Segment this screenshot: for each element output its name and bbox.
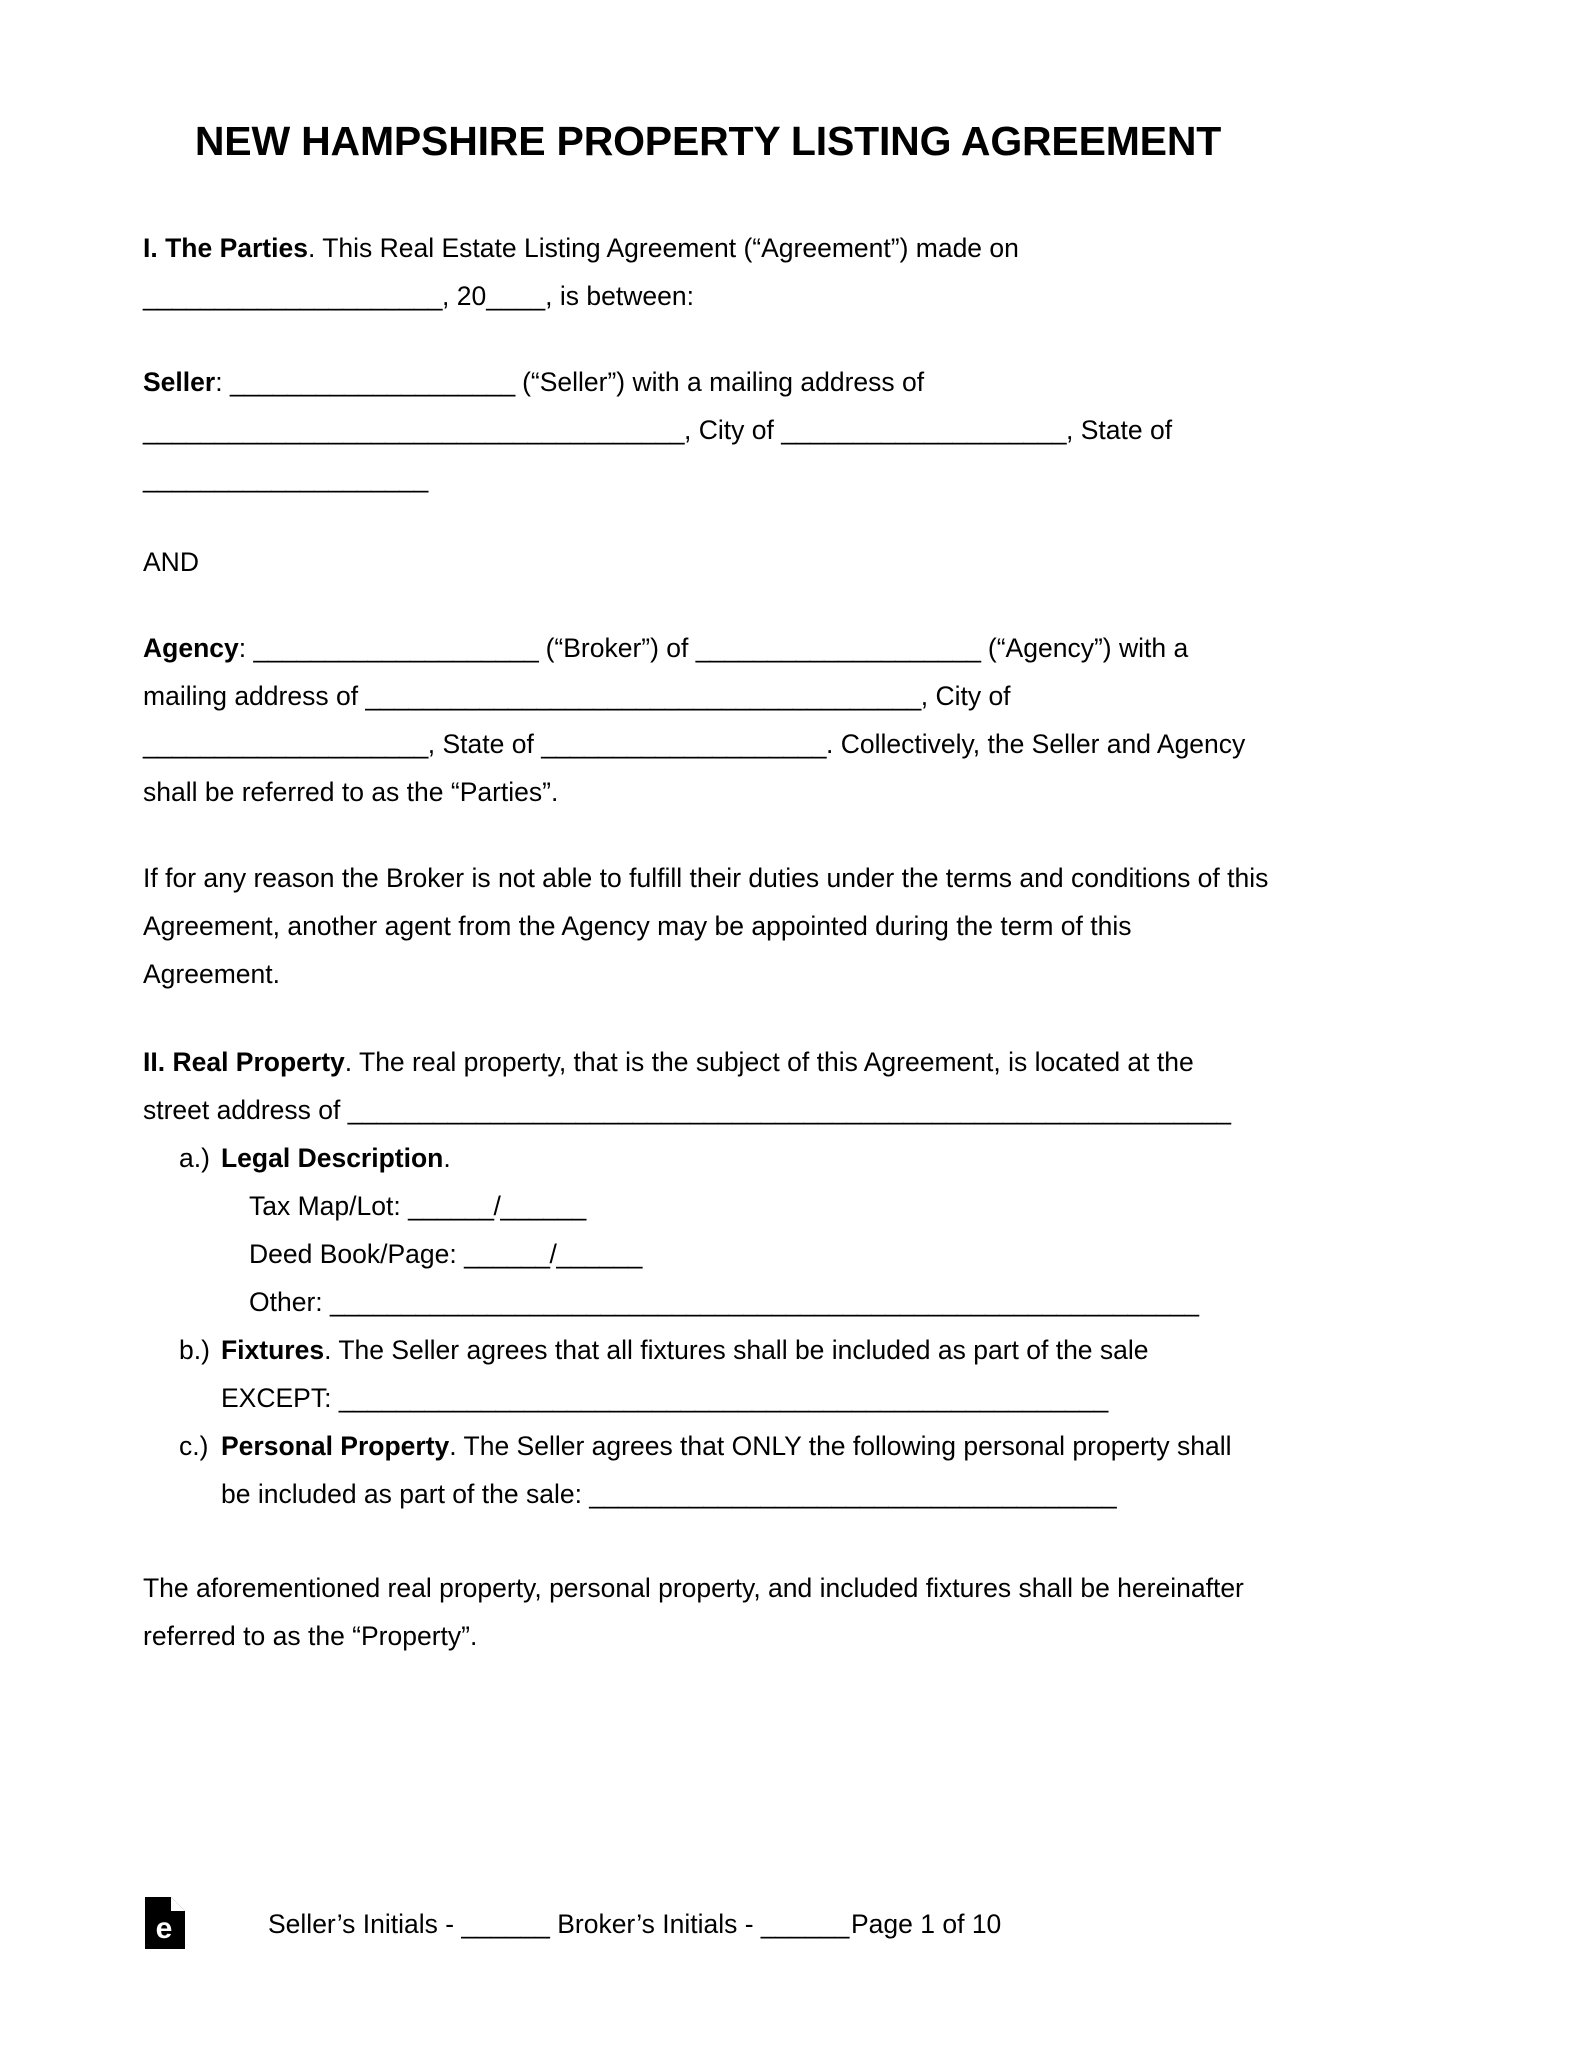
section-heading-real-property: II. Real Property [143,1047,345,1078]
legal-description-label-tail: . [443,1143,451,1174]
section-seller [143,358,1273,502]
tax-map-lot-blank[interactable]: ______/______ [408,1191,586,1222]
seller-tail-3: , State of [1066,415,1173,446]
field-deed-book-page [143,1230,1273,1278]
agency-line2-lead: mailing address of [143,681,366,712]
agency-tail-4: , State of [427,729,542,760]
paragraph-broker-substitution: If for any reason the Broker is not able to fulfill their duties under the terms and conditions of this Agreement, another agent from the Agency may be appointed during the term of this Agreement. [143,863,1269,990]
and-text: AND [143,547,199,578]
personal-property-sale-lead: be included as part of the sale: [221,1479,590,1510]
paragraph-aforementioned-property: The aforementioned real property, personal property, and included fixtures shall be hereinafter referred to as the “Property”. [143,1573,1244,1652]
page-title: NEW HAMPSHIRE PROPERTY LISTING AGREEMENT [194,118,1222,164]
agency-tail-5: . Collectively, the Seller and Agency [825,729,1246,760]
personal-property-body [221,1422,1273,1518]
seller-tail-1: (“Seller”) with a mailing address of [514,367,925,398]
section-real-property [143,1038,1273,1134]
other-label: Other: [249,1287,331,1318]
list-item-personal-property [143,1422,1273,1518]
section-and-separator [143,538,1273,586]
agency-tail-3: , City of [920,681,1011,712]
list-item-legal-description [143,1134,1273,1182]
real-property-intro: . The real property, that is the subject of this Agreement, is located at the [344,1047,1194,1078]
page-footer [143,1895,1273,1975]
agency-parties-line: shall be referred to as the “Parties”. [143,777,559,808]
agency-tail-1: (“Broker”) of [538,633,696,664]
agency-city-blank[interactable]: ____________________ [143,729,428,760]
svg-text:e: e [155,1912,173,1945]
agency-broker-blank[interactable]: ____________________ [253,633,539,664]
document-body [143,0,1273,1660]
deed-book-page-blank[interactable]: ______/______ [464,1239,642,1270]
personal-property-label: Personal Property [221,1431,450,1462]
list-marker-a: a.) [179,1143,210,1174]
list-item-fixtures [143,1326,1273,1422]
street-address-blank[interactable]: ______________________________________________________________ [347,1095,1231,1126]
section-agency [143,624,1273,816]
agency-label: Agency [143,633,239,664]
personal-property-sale-blank[interactable]: _____________________________________ [589,1479,1117,1510]
real-property-sub-items [143,1134,1273,1518]
section-the-parties [143,224,1273,320]
seller-tail-2: , City of [684,415,782,446]
field-other [143,1278,1273,1326]
seller-city-blank[interactable]: ____________________ [781,415,1067,446]
seller-label-colon: : [215,367,230,398]
deed-book-page-label: Deed Book/Page: [249,1239,465,1270]
list-marker-b: b.) [179,1335,210,1366]
legal-description-label: Legal Description [221,1143,444,1174]
agency-tail-2: (“Agency”) with a [980,633,1189,664]
seller-label: Seller [143,367,216,398]
parties-date-tail: , 20____, is between: [442,281,694,312]
other-blank[interactable]: _____________________________________________________________ [330,1287,1199,1318]
fixtures-except-lead: EXCEPT: [221,1383,339,1414]
street-address-lead: street address of [143,1095,348,1126]
seller-state-blank[interactable]: ____________________ [143,463,428,494]
agency-name-blank[interactable]: ____________________ [695,633,981,664]
footer-initials-line[interactable]: Seller’s Initials - ______ Broker’s Initials - ______ [268,1909,850,1939]
parties-date-blank[interactable]: _____________________ [143,281,442,312]
tax-map-lot-label: Tax Map/Lot: [249,1191,409,1222]
fixtures-text: . The Seller agrees that all fixtures shall be included as part of the sale [324,1335,1149,1366]
legal-description-body [221,1134,1273,1182]
list-marker-c: c.) [179,1431,209,1462]
footer-page-number: Page 1 of 10 [851,1909,1002,1939]
field-tax-map-lot [143,1182,1273,1230]
seller-address-blank[interactable]: ______________________________________ [143,415,685,446]
agency-label-colon: : [238,633,254,664]
fixtures-except-blank[interactable]: ______________________________________________________ [338,1383,1108,1414]
section-heading-parties: I. The Parties [143,233,308,264]
eforms-logo-icon [145,1897,185,1949]
seller-name-blank[interactable]: ____________________ [229,367,515,398]
personal-property-text: . The Seller agrees that ONLY the following personal property shall [449,1431,1232,1462]
agency-state-blank[interactable]: ____________________ [541,729,826,760]
parties-intro-text: . This Real Estate Listing Agreement (“Agreement”) made on [307,233,1019,264]
fixtures-body [221,1326,1273,1422]
fixtures-label: Fixtures [221,1335,325,1366]
agency-address-blank[interactable]: _______________________________________ [365,681,921,712]
